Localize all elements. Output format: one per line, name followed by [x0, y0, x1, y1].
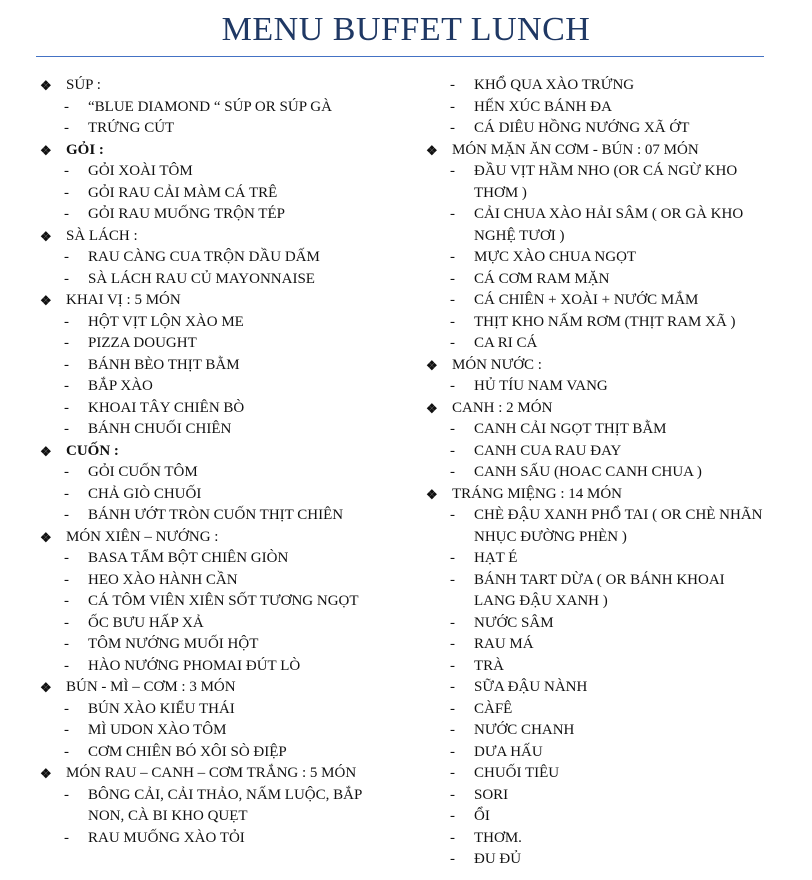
menu-item-text: CANH CẢI NGỌT THỊT BẰM: [474, 421, 667, 437]
dash-bullet: -: [64, 700, 69, 717]
menu-item: [424, 849, 810, 871]
page-title: MENU BUFFET LUNCH: [221, 11, 591, 48]
menu-item: [38, 376, 418, 398]
diamond-bullet-icon: ❖: [40, 78, 52, 93]
menu-item: [38, 462, 418, 484]
diamond-bullet-icon: ❖: [40, 228, 52, 244]
menu-item: [38, 505, 418, 527]
dash-bullet: -: [64, 184, 69, 201]
dash-bullet: -: [450, 206, 455, 222]
section-heading: [38, 441, 418, 463]
menu-section: [38, 140, 418, 226]
menu-item-text: ĐẦU VỊT HẦM NHO (OR CÁ NGỪ KHO THƠM ): [474, 163, 738, 201]
diamond-bullet-icon: ❖: [40, 680, 52, 695]
menu-item: [38, 97, 418, 119]
menu-item: [424, 548, 810, 570]
dash-bullet: -: [450, 636, 455, 652]
dash-bullet: -: [64, 98, 69, 115]
diamond-bullet-icon: ❖: [40, 529, 52, 545]
menu-item: [424, 269, 810, 291]
dash-bullet: -: [450, 378, 455, 394]
dash-bullet: -: [64, 507, 69, 523]
menu-item: [424, 161, 810, 204]
menu-item: [38, 398, 418, 420]
menu-item: [424, 699, 810, 721]
dash-bullet: -: [64, 270, 69, 287]
menu-item: [38, 204, 418, 226]
menu-section: [38, 290, 418, 441]
menu-item: [38, 333, 418, 355]
menu-item: [38, 828, 418, 850]
menu-item-text: MÌ UDON XÀO TÔM: [88, 722, 227, 738]
menu-item: [424, 613, 810, 635]
dash-bullet: -: [450, 98, 455, 115]
section-heading-text: MÓN NƯỚC :: [452, 356, 542, 373]
menu-item: [38, 591, 418, 613]
dash-bullet: -: [64, 593, 69, 609]
menu-item: [424, 419, 810, 441]
menu-item: [38, 656, 418, 678]
menu-item-text: CHUỐI TIÊU: [474, 765, 560, 781]
menu-item: [38, 720, 418, 742]
menu-section: [424, 355, 810, 398]
diamond-bullet-icon: ❖: [426, 142, 438, 158]
section-heading: [424, 140, 810, 162]
menu-item-text: ỔI: [474, 808, 490, 824]
menu-item-text: NƯỚC CHANH: [474, 722, 575, 738]
dash-bullet: -: [450, 442, 455, 459]
section-heading-text: MÓN XIÊN – NƯỚNG :: [66, 528, 219, 545]
menu-item-text: GỎI RAU MUỐNG TRỘN TÉP: [88, 206, 285, 222]
menu-item: [38, 161, 418, 183]
dash-bullet: -: [64, 829, 69, 846]
menu-item: [38, 247, 418, 269]
menu-item-text: RAU MUỐNG XÀO TỎI: [88, 829, 245, 846]
menu-section: [424, 75, 810, 140]
diamond-bullet-icon: ❖: [426, 486, 438, 502]
dash-bullet: -: [450, 743, 455, 760]
menu-item: [38, 183, 418, 205]
menu-section: [38, 527, 418, 678]
menu-item: [38, 785, 418, 828]
menu-item: [38, 548, 418, 570]
dash-bullet: -: [450, 657, 455, 674]
dash-bullet: -: [450, 421, 455, 437]
section-heading: [38, 226, 418, 248]
section-heading-text: GỎI :: [66, 141, 104, 158]
menu-item: [424, 247, 810, 269]
menu-item-text: HẠT É: [474, 550, 518, 566]
menu-item-text: BÔNG CẢI, CẢI THẢO, NẤM LUỘC, BẮP NON, CÀ BI KHO QUẸT: [88, 786, 362, 824]
menu-section: [38, 763, 418, 849]
dash-bullet: -: [450, 249, 455, 265]
menu-item: [424, 75, 810, 97]
menu-item-text: BÁNH BÈO THỊT BẰM: [88, 356, 240, 373]
dash-bullet: -: [450, 851, 455, 867]
section-heading-text: SÚP :: [66, 77, 101, 93]
dash-bullet: -: [450, 163, 455, 179]
menu-item: [424, 720, 810, 742]
menu-section: [38, 677, 418, 763]
diamond-bullet-icon: ❖: [426, 357, 438, 373]
menu-item: [424, 290, 810, 312]
menu-item: [424, 763, 810, 785]
menu-item-text: “BLUE DIAMOND “ SÚP OR SÚP GÀ: [88, 98, 332, 115]
menu-item-text: HEO XÀO HÀNH CẦN: [88, 571, 238, 588]
menu-section: [424, 398, 810, 484]
menu-item: [424, 312, 810, 334]
menu-item: [38, 269, 418, 291]
dash-bullet: -: [450, 77, 455, 93]
menu-item: [38, 699, 418, 721]
diamond-bullet-icon: ❖: [40, 293, 52, 308]
dash-bullet: -: [64, 571, 69, 588]
dash-bullet: -: [450, 464, 455, 480]
dash-bullet: -: [64, 335, 69, 351]
menu-item: [38, 312, 418, 334]
title-underline: [36, 56, 764, 57]
menu-item-text: ỐC BƯU HẤP XẢ: [88, 614, 204, 631]
section-heading-text: CANH : 2 MÓN: [452, 399, 553, 416]
menu-item: [424, 505, 810, 548]
dash-bullet: -: [450, 786, 455, 803]
menu-item-text: CƠM CHIÊN BÓ XÔI SÒ ĐIỆP: [88, 743, 287, 760]
menu-item: [38, 613, 418, 635]
section-heading-text: BÚN - MÌ – CƠM : 3 MÓN: [66, 679, 236, 695]
section-heading: [38, 75, 418, 97]
dash-bullet: -: [64, 120, 69, 136]
menu-item-text: ĐU ĐỦ: [474, 851, 522, 867]
dash-bullet: -: [64, 786, 69, 803]
menu-section: [38, 441, 418, 527]
menu-item: [424, 118, 810, 140]
menu-item-text: THỊT KHO NẤM RƠM (THỊT RAM XÃ ): [474, 313, 736, 330]
menu-item: [424, 462, 810, 484]
menu-item-text: CÁ CHIÊN + XOÀI + NƯỚC MẮM: [474, 292, 699, 308]
menu-item: [38, 742, 418, 764]
menu-item-text: CHÈ ĐẬU XANH PHỔ TAI ( OR CHÈ NHÃN NHỤC ĐƯỜNG PHÈN ): [474, 507, 763, 545]
menu-item: [424, 333, 810, 355]
menu-item: [424, 656, 810, 678]
menu-item-text: CANH CUA RAU ĐAY: [474, 442, 622, 459]
menu-item-text: BÁNH ƯỚT TRÒN CUỐN THỊT CHIÊN: [88, 507, 344, 523]
menu-item: [424, 677, 810, 699]
dash-bullet: -: [450, 550, 455, 566]
menu-item-text: SÀ LÁCH RAU CỦ MAYONNAISE: [88, 270, 315, 287]
menu-item-text: HỘT VỊT LỘN XÀO ME: [88, 313, 244, 330]
menu-item-text: PIZZA DOUGHT: [88, 335, 197, 351]
diamond-bullet-icon: ❖: [426, 400, 438, 416]
dash-bullet: -: [64, 163, 69, 179]
menu-item-text: BÚN XÀO KIỂU THÁI: [88, 700, 235, 717]
section-heading: [38, 140, 418, 162]
dash-bullet: -: [450, 313, 455, 330]
menu-item-text: TÔM NƯỚNG MUỐI HỘT: [88, 636, 259, 652]
menu-item-text: KHOAI TÂY CHIÊN BÒ: [88, 399, 245, 416]
section-heading: [38, 527, 418, 549]
menu-item-text: CÀFÊ: [474, 700, 513, 717]
dash-bullet: -: [450, 614, 455, 631]
dash-bullet: -: [64, 464, 69, 480]
menu-item-text: CHẢ GIÒ CHUỐI: [88, 485, 202, 502]
dash-bullet: -: [64, 657, 69, 674]
menu-item: [38, 484, 418, 506]
dash-bullet: -: [450, 507, 455, 523]
menu-item-text: CA RI CÁ: [474, 335, 538, 351]
menu-item-text: CÁ DIÊU HỒNG NƯỚNG XÃ ỚT: [474, 120, 690, 136]
menu-item-text: TRÀ: [474, 657, 504, 674]
dash-bullet: -: [450, 120, 455, 136]
right-column: [424, 75, 810, 871]
menu-item-text: RAU CÀNG CUA TRỘN DẦU DẤM: [88, 249, 320, 265]
left-column: [38, 75, 418, 849]
dash-bullet: -: [450, 292, 455, 308]
menu-item: [424, 376, 810, 398]
menu-item: [424, 742, 810, 764]
section-heading-text: MÓN RAU – CANH – CƠM TRẮNG : 5 MÓN: [66, 765, 357, 781]
menu-item: [424, 570, 810, 613]
dash-bullet: -: [64, 378, 69, 394]
menu-section: [424, 484, 810, 871]
menu-item-text: BASA TẨM BỘT CHIÊN GIÒN: [88, 550, 289, 566]
menu-item-text: THƠM.: [474, 829, 522, 846]
menu-item-text: SORI: [474, 786, 509, 803]
menu-item: [424, 785, 810, 807]
dash-bullet: -: [450, 765, 455, 781]
menu-item: [38, 570, 418, 592]
menu-item-text: NƯỚC SÂM: [474, 614, 554, 631]
menu-item: [38, 634, 418, 656]
dash-bullet: -: [450, 700, 455, 717]
dash-bullet: -: [64, 722, 69, 738]
dash-bullet: -: [450, 335, 455, 351]
section-heading-text: SÀ LÁCH :: [66, 227, 138, 244]
dash-bullet: -: [64, 399, 69, 416]
menu-item: [424, 204, 810, 247]
menu-item-text: GỎI CUỐN TÔM: [88, 464, 198, 480]
dash-bullet: -: [450, 571, 455, 588]
section-heading-text: TRÁNG MIỆNG : 14 MÓN: [452, 485, 622, 502]
section-heading-text: MÓN MẶN ĂN CƠM - BÚN : 07 MÓN: [452, 141, 699, 158]
menu-item-text: TRỨNG CÚT: [88, 120, 175, 136]
menu-item-text: CÁ TÔM VIÊN XIÊN SỐT TƯƠNG NGỌT: [88, 593, 359, 609]
section-heading-text: KHAI VỊ : 5 MÓN: [66, 292, 181, 308]
menu-item-text: RAU MÁ: [474, 636, 534, 652]
menu-item-text: HÀO NƯỚNG PHOMAI ĐÚT LÒ: [88, 657, 301, 674]
menu-item-text: HỦ TÍU NAM VANG: [474, 378, 608, 394]
menu-item-text: BẮP XÀO: [88, 378, 153, 394]
dash-bullet: -: [64, 356, 69, 373]
dash-bullet: -: [64, 421, 69, 437]
menu-section: [38, 75, 418, 140]
menu-section: [38, 226, 418, 291]
section-heading-text: CUỐN :: [66, 442, 119, 459]
menu-item: [424, 634, 810, 656]
section-heading: [424, 484, 810, 506]
menu-item: [38, 118, 418, 140]
menu-item: [424, 97, 810, 119]
menu-item-text: CÁ CƠM RAM MẶN: [474, 270, 610, 287]
dash-bullet: -: [64, 206, 69, 222]
menu-item-text: GỎI XOÀI TÔM: [88, 163, 193, 179]
menu-item-text: CANH SẤU (HOAC CANH CHUA ): [474, 464, 702, 480]
diamond-bullet-icon: ❖: [40, 443, 52, 459]
dash-bullet: -: [450, 829, 455, 846]
dash-bullet: -: [450, 722, 455, 738]
dash-bullet: -: [64, 550, 69, 566]
menu-item-text: CẢI CHUA XÀO HẢI SÂM ( OR GÀ KHO NGHỆ TƯƠI ): [474, 206, 744, 244]
menu-item: [38, 355, 418, 377]
menu-item: [424, 441, 810, 463]
menu-item-text: BÁNH CHUỐI CHIÊN: [88, 421, 232, 437]
dash-bullet: -: [64, 743, 69, 760]
menu-item-text: DƯA HẤU: [474, 743, 543, 760]
section-heading: [38, 290, 418, 312]
dash-bullet: -: [450, 270, 455, 287]
dash-bullet: -: [64, 485, 69, 502]
menu-item-text: KHỔ QUA XÀO TRỨNG: [474, 77, 635, 93]
menu-item-text: MỰC XÀO CHUA NGỌT: [474, 249, 637, 265]
menu-item-text: GỎI RAU CẢI MÀM CÁ TRÊ: [88, 184, 278, 201]
menu-item-text: SỮA ĐẬU NÀNH: [474, 679, 588, 695]
section-heading: [38, 677, 418, 699]
diamond-bullet-icon: ❖: [40, 766, 52, 781]
diamond-bullet-icon: ❖: [40, 142, 52, 158]
section-heading: [424, 398, 810, 420]
dash-bullet: -: [64, 614, 69, 631]
menu-item-text: BÁNH TART DỪA ( OR BÁNH KHOAI LANG ĐẬU XANH ): [474, 571, 725, 609]
section-heading: [424, 355, 810, 377]
section-heading: [38, 763, 418, 785]
menu-item: [38, 419, 418, 441]
menu-section: [424, 140, 810, 355]
menu-item: [424, 806, 810, 828]
menu-item-text: HẾN XÚC BÁNH ĐA: [474, 98, 612, 115]
dash-bullet: -: [450, 679, 455, 695]
menu-item: [424, 828, 810, 850]
dash-bullet: -: [64, 636, 69, 652]
dash-bullet: -: [450, 808, 455, 824]
dash-bullet: -: [64, 313, 69, 330]
dash-bullet: -: [64, 249, 69, 265]
